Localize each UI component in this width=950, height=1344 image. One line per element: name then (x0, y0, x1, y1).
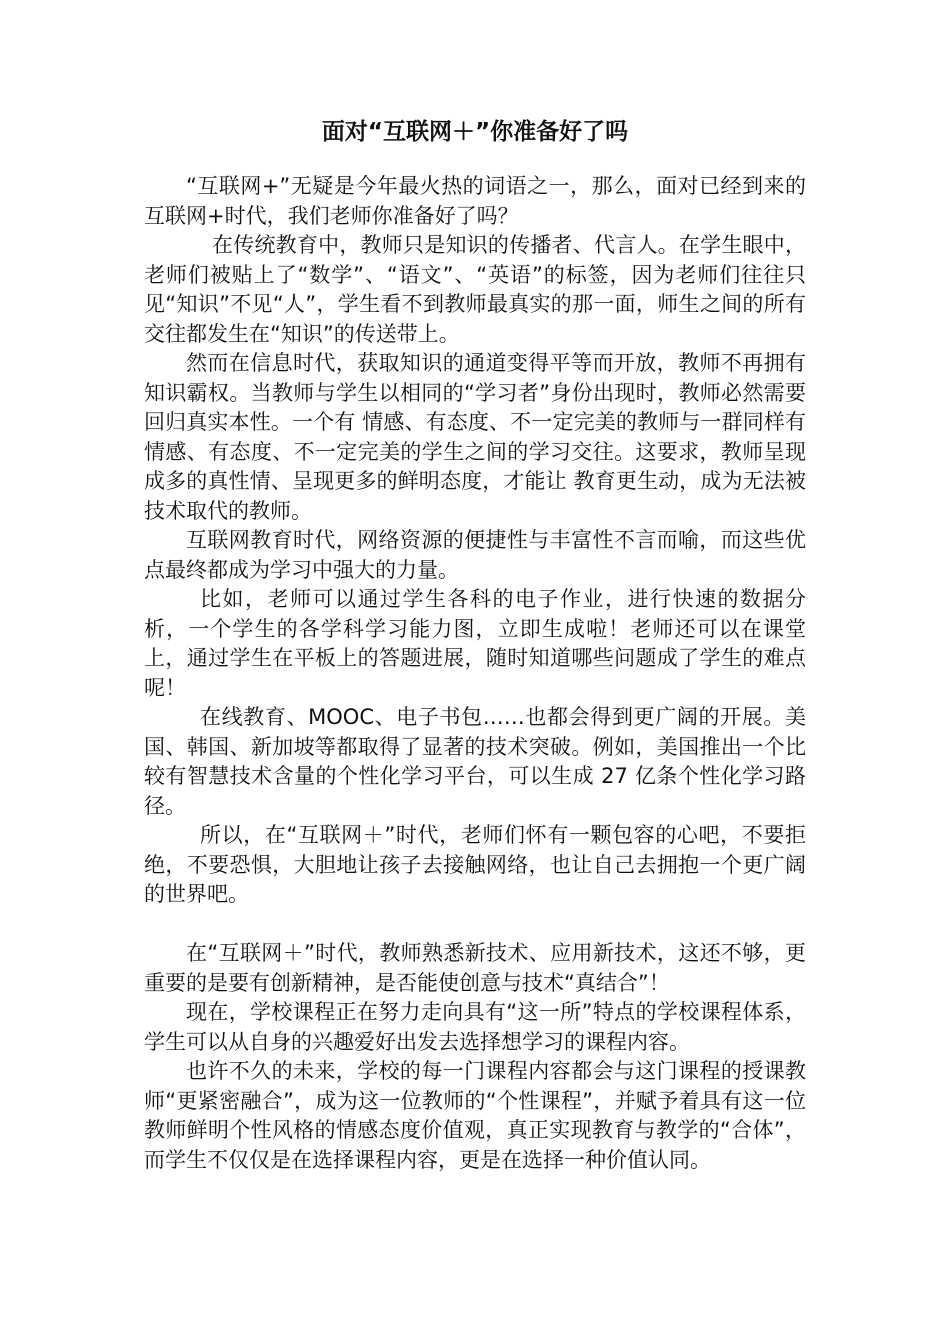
paragraph-1: “互联网+”无疑是今年最火热的词语之一，那么，面对已经到来的互联网+时代，我们老师你准备好了吗？ (144, 174, 806, 228)
document-title: 面对“互联网＋”你准备好了吗 (321, 119, 629, 145)
paragraph-10: 也许不久的未来，学校的每一门课程内容都会与这门课程的授课教师“更紧密融合”，成为这一位教师的“个性课程”，并赋予着具有这一位教师鲜明个性风格的情感态度价值观，真正实现教育与教学的“合体”，而学生不仅仅是在选择课程内容，更是在选择一种价值认同。 (144, 1059, 806, 1172)
paragraph-6: 在线教育、MOOC、电子书包……也都会得到更广阔的开展。美国、韩国、新加坡等都取得了显著的技术突破。例如，美国推出一个比较有智慧技术含量的个性化学习平台，可以生成 27 亿条个性化学习路径。 (144, 705, 806, 818)
paragraph-5: 比如，老师可以通过学生各科的电子作业，进行快速的数据分析，一个学生的各学科学习能力图，立即生成啦！老师还可以在课堂上，通过学生在平板上的答题进展，随时知道哪些问题成了学生的难点呢！ (144, 587, 806, 700)
paragraph-4: 互联网教育时代，网络资源的便捷性与丰富性不言而喻，而这些优点最终都成为学习中强大的力量。 (144, 528, 806, 582)
paragraph-3: 然而在信息时代，获取知识的通道变得平等而开放，教师不再拥有知识霸权。当教师与学生以相同的“学习者”身份出现时，教师必然需要回归真实本性。一个有 情感、有态度、不一定完美的教师与一群同样有情感、有态度、不一定完美的学生之间的学习交往。这要求，教师呈现成多的真性情、呈现更多的鲜明态度，才能让 教育更生动，成为无法被技术取代的教师。 (144, 351, 806, 523)
paragraph-8: 在“互联网＋”时代，教师熟悉新技术、应用新技术，这还不够，更重要的是要有创新精神，是否能使创意与技术“真结合”！ (144, 941, 806, 995)
paragraph-7: 所以，在“互联网＋”时代，老师们怀有一颗包容的心吧，不要拒绝，不要恐惧，大胆地让孩子去接触网络，也让自己去拥抱一个更广阔的世界吧。 (144, 823, 806, 906)
paragraph-spacer (144, 910, 806, 940)
paragraph-2: 在传统教育中，教师只是知识的传播者、代言人。在学生眼中，老师们被贴上了“数学”、“语文”、“英语”的标签，因为老师们往往只见“知识”不见“人”，学生看不到教师最真实的那一面，师生之间的所有交往都发生在“知识”的传送带上。 (144, 233, 806, 346)
paragraph-9: 现在，学校课程正在努力走向具有“这一所”特点的学校课程体系，学生可以从自身的兴趣爱好出发去选择想学习的课程内容。 (144, 1000, 806, 1054)
document-body (144, 172, 806, 1175)
